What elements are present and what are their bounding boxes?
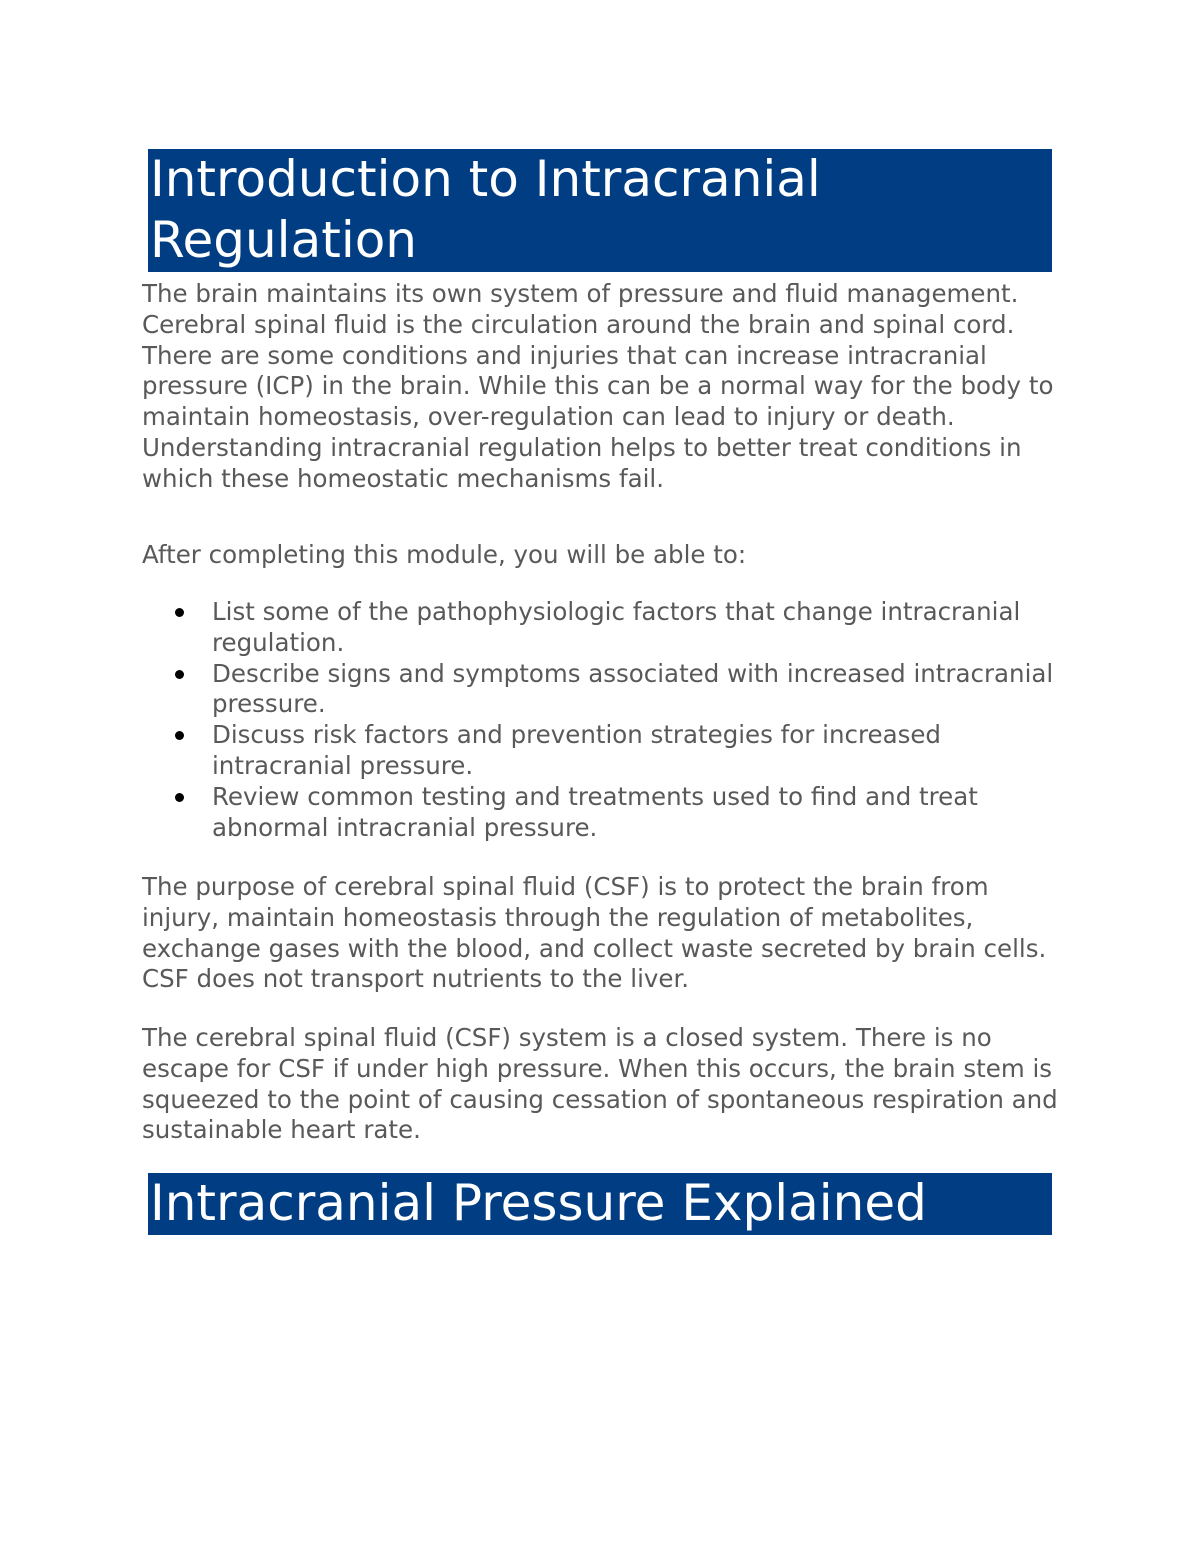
objective-text: Discuss risk factors and prevention strategies for increased intracranial pressure. bbox=[212, 720, 941, 780]
csf-purpose-paragraph: The purpose of cerebral spinal fluid (CSF) is to protect the brain from injury, maintain homeostasis through the regulation of metabolites, exchange gases with the blood, and collect waste secreted by brain cells. CSF does not transport nutrients to the liver. bbox=[142, 872, 1047, 994]
bullet-icon bbox=[175, 608, 184, 617]
objectives-list bbox=[142, 597, 1072, 843]
bullet-icon bbox=[175, 793, 184, 802]
intro-paragraph: The brain maintains its own system of pressure and fluid management. Cerebral spinal fluid is the circulation around the brain and spinal cord. There are some conditions and injuries that can increase intracranial pressure (ICP) in the brain. While this can be a normal way for the body to maintain homeostasis, over-regulation can lead to injury or death. Understanding intracranial regulation helps to better treat conditions in which these homeostatic mechanisms fail. bbox=[142, 279, 1054, 493]
list-item bbox=[142, 597, 1072, 659]
list-item bbox=[142, 659, 1072, 721]
objective-text: List some of the pathophysiologic factors that change intracranial regulation. bbox=[212, 597, 1021, 657]
bullet-icon bbox=[175, 731, 184, 740]
objective-text: Describe signs and symptoms associated with increased intracranial pressure. bbox=[212, 658, 1054, 719]
section-heading-icp-explained: Intracranial Pressure Explained bbox=[148, 1173, 1052, 1235]
bullet-icon bbox=[175, 670, 184, 679]
section-heading-intro: Introduction to Intracranial Regulation bbox=[148, 149, 1052, 272]
list-item bbox=[142, 782, 1072, 844]
objectives-lead-text: After completing this module, you will be able to: bbox=[142, 540, 747, 569]
list-item bbox=[142, 720, 1072, 782]
csf-closed-system-paragraph: The cerebral spinal fluid (CSF) system is a closed system. There is no escape for CSF if under high pressure. When this occurs, the brain stem is squeezed to the point of causing cessation of spontaneous respiration and sustainable heart rate. bbox=[142, 1023, 1058, 1145]
objective-text: Review common testing and treatments used to find and treat abnormal intracranial pressure. bbox=[212, 781, 978, 842]
